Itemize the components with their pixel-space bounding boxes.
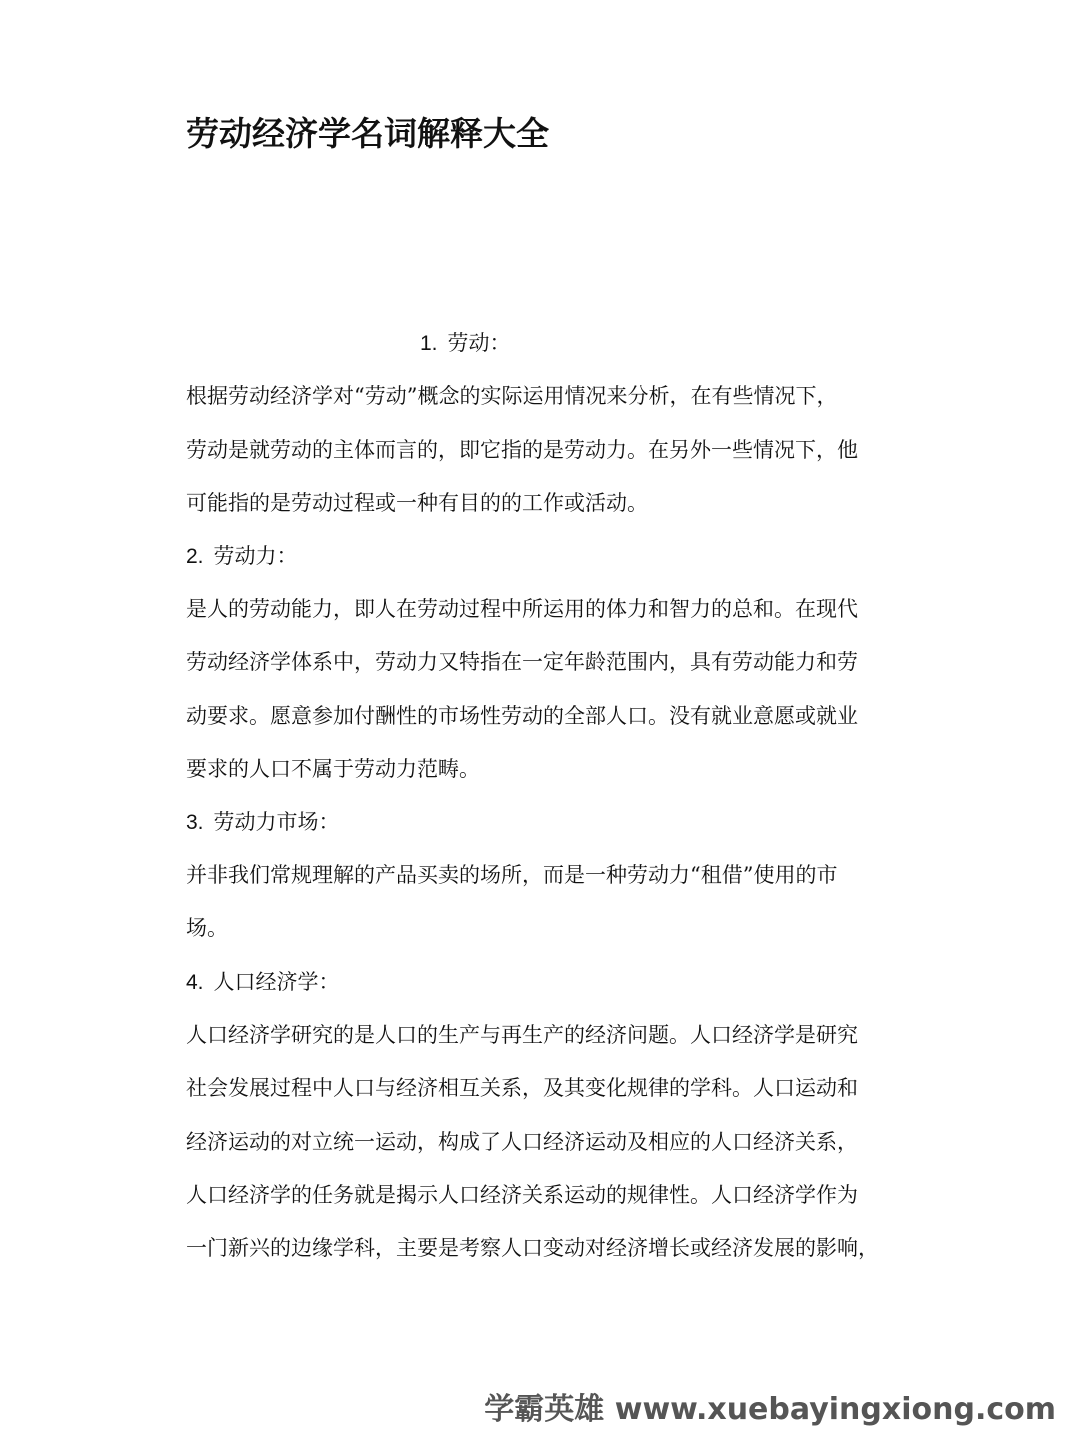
paragraph-line: 可能指的是劳动过程或一种有目的的工作或活动。	[186, 491, 648, 515]
section-heading-text: 劳动力：	[213, 544, 298, 568]
section-number: 2.	[186, 545, 204, 568]
section-heading-text: 劳动：	[447, 331, 511, 355]
paragraph-line: 动要求。愿意参加付酬性的市场性劳动的全部人口。没有就业意愿或就业	[186, 704, 858, 728]
watermark: 学霸英雄 www.xuebayingxiong.com	[484, 1392, 1056, 1427]
section-number: 3.	[186, 811, 204, 834]
section-heading-text: 劳动力市场：	[213, 810, 340, 834]
section-heading-3	[186, 812, 340, 833]
paragraph-line: 人口经济学研究的是人口的生产与再生产的经济问题。人口经济学是研究	[186, 1023, 858, 1047]
section-number: 1.	[420, 332, 438, 355]
section-heading-4	[186, 972, 340, 993]
paragraph-line: 是人的劳动能力，即人在劳动过程中所运用的体力和智力的总和。在现代	[186, 597, 858, 621]
paragraph-line: 根据劳动经济学对“劳动”概念的实际运用情况来分析，在有些情况下，	[186, 384, 838, 408]
page-title: 劳动经济学名词解释大全	[186, 114, 549, 153]
paragraph-line: 场。	[186, 916, 228, 940]
paragraph-line: 要求的人口不属于劳动力范畴。	[186, 757, 480, 781]
paragraph-line: 并非我们常规理解的产品买卖的场所，而是一种劳动力“租借”使用的市	[186, 863, 838, 887]
paragraph-line: 劳动经济学体系中，劳动力又特指在一定年龄范围内，具有劳动能力和劳	[186, 650, 858, 674]
section-heading-2	[186, 546, 298, 567]
paragraph-line: 经济运动的对立统一运动，构成了人口经济运动及相应的人口经济关系，	[186, 1130, 858, 1154]
section-heading-1	[420, 333, 511, 354]
paragraph-line: 劳动是就劳动的主体而言的，即它指的是劳动力。在另外一些情况下，他	[186, 438, 858, 462]
paragraph-line: 社会发展过程中人口与经济相互关系，及其变化规律的学科。人口运动和	[186, 1076, 858, 1100]
section-number: 4.	[186, 971, 204, 994]
paragraph-line: 一门新兴的边缘学科，主要是考察人口变动对经济增长或经济发展的影响，	[186, 1236, 879, 1260]
paragraph-line: 人口经济学的任务就是揭示人口经济关系运动的规律性。人口经济学作为	[186, 1183, 858, 1207]
section-heading-text: 人口经济学：	[213, 970, 340, 994]
